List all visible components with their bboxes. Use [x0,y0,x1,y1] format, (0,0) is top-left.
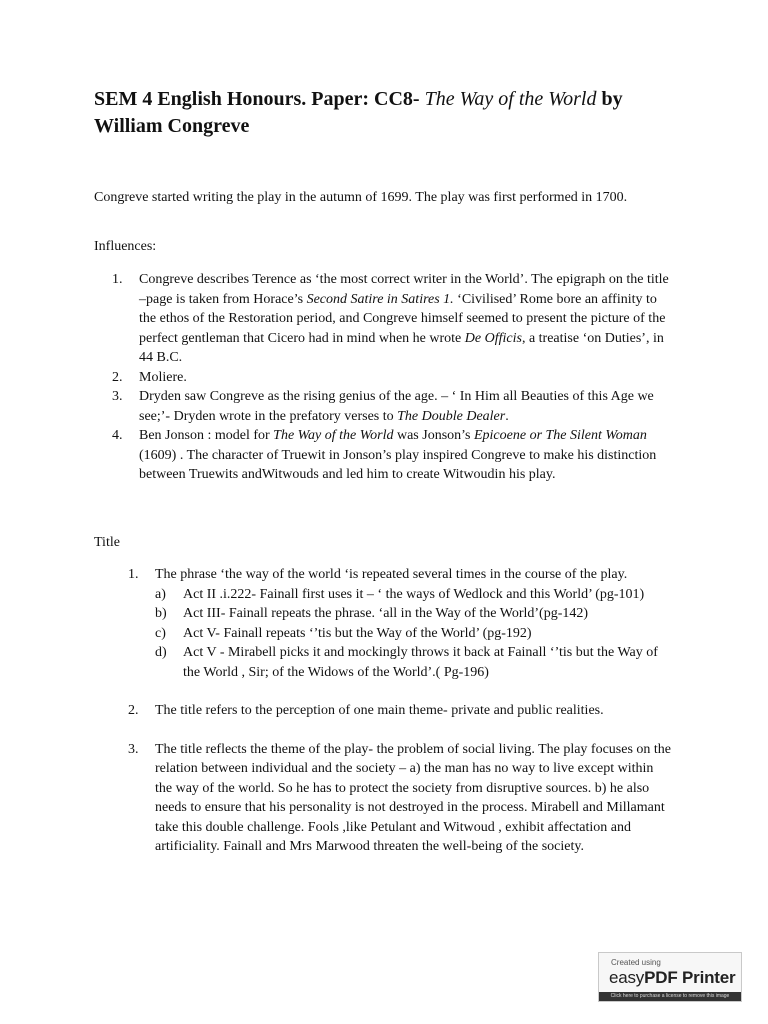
list-spacer [128,682,673,701]
item-number: 3. [128,741,139,757]
sub-item-letter: a) [155,586,166,602]
item-number: 2. [112,369,123,385]
document-title [94,86,694,140]
sub-list [155,585,673,683]
item-text: The title reflects the theme of the play- the problem of social living. The play focuses on the relation between individual and the society – a) the man has no way to live except within the way of the world. So he has to protect the society from disruptive sources. b) he also needs to ensure that his personality is not destroyed in the process. Mirabell and Millamant take this double challenge. Fools ,like Petulant and Witwoud , exhibit affectation and artificiality. Fainall and Mrs Marwood threaten the well-being of the society. [155,741,672,854]
item-italic: De Officis [464,330,522,346]
item-text: ‘Civilised’ Rome bore an affinity to the ethos of the Restoration period, and Congreve himself seemed to present the picture of the perfect gentleman that Cicero had in mind when he wrote [139,291,666,346]
item-text: Congreve describes Terence as ‘the most correct writer in the World’. The epigraph on the title –page is taken from Horace’s [139,272,669,307]
logo-pdf-printer: PDF Printer [644,968,736,987]
easypdf-watermark[interactable] [598,952,742,1002]
item-text: was Jonson’s [393,428,474,443]
list-spacer [128,721,673,740]
purchase-license-link[interactable]: Click here to purchase a license to remove this image [599,992,741,1001]
title-section-heading: Title [94,535,120,550]
sub-item-text: Act V - Mirabell picks it and mockingly throws it back at Fainall ‘’tis but the Way of the World , Sir; of the Widows of the World’.( Pg-196) [183,645,658,680]
sub-item-text: Act V- Fainall repeats ‘’tis but the Way of the World’ (pg-192) [183,625,532,641]
intro-paragraph: Congreve started writing the play in the autumn of 1699. The play was first performed in 1700. [94,190,628,205]
sub-list-item [155,624,673,644]
sub-item-letter: b) [155,606,167,621]
sub-item-text: Act III- Fainall repeats the phrase. ‘all in the Way of the World’(pg-142) [183,606,589,621]
item-text: , a treatise ‘on Duties’, in 44 B.C. [139,330,664,365]
title-play-name: The Way of the World [424,88,597,110]
list-item [128,740,673,857]
item-text: The phrase ‘the way of the world ‘is repeated several times in the course of the play. [155,567,628,582]
item-number: 1. [128,567,139,582]
list-item [112,387,672,426]
list-item [112,270,672,368]
title-suffix: by William Congreve [94,88,623,137]
item-number: 1. [112,272,123,287]
logo-easy: easy [609,968,645,987]
title-list [128,565,673,857]
list-item [128,565,673,682]
item-text: . [505,408,509,424]
sub-item-text: Act II .i.222- Fainall first uses it – ‘ the ways of Wedlock and this World’ (pg-101) [183,586,645,602]
created-using-label: Created using [611,958,661,967]
influences-list [112,270,672,485]
sub-item-letter: d) [155,645,167,660]
sub-list-item [155,585,673,605]
item-number: 4. [112,428,123,443]
item-text: Moliere. [139,369,187,385]
item-text: The title refers to the perception of one main theme- private and public realities. [155,703,604,718]
item-text: Dryden saw Congreve as the rising genius of the age. – ‘ In Him all Beauties of this Age we see;’- Dryden wrote in the prefatory verses to [139,389,654,424]
item-number: 2. [128,703,139,718]
easypdf-logo [609,968,735,988]
sub-item-letter: c) [155,625,166,641]
list-item [112,368,672,388]
sub-list-item [155,643,673,682]
influences-heading: Influences: [94,239,157,254]
item-italic: The Way of the World [273,428,394,443]
item-text: Ben Jonson : model for [139,428,274,443]
list-item [128,701,673,721]
item-italic: The Double Dealer [397,408,506,424]
title-prefix: SEM 4 English Honours. Paper: CC8- [94,88,425,110]
sub-list-item [155,604,673,624]
item-text: (1609) . The character of Truewit in Jonson’s play inspired Congreve to make his distinction between Truewits andWitwouds and led him to create Witwoudin his play. [139,447,657,482]
item-number: 3. [112,389,123,404]
item-italic: Second Satire in Satires 1. [306,291,454,307]
list-item [112,426,672,485]
item-italic: Epicoene or The Silent Woman [473,428,647,443]
